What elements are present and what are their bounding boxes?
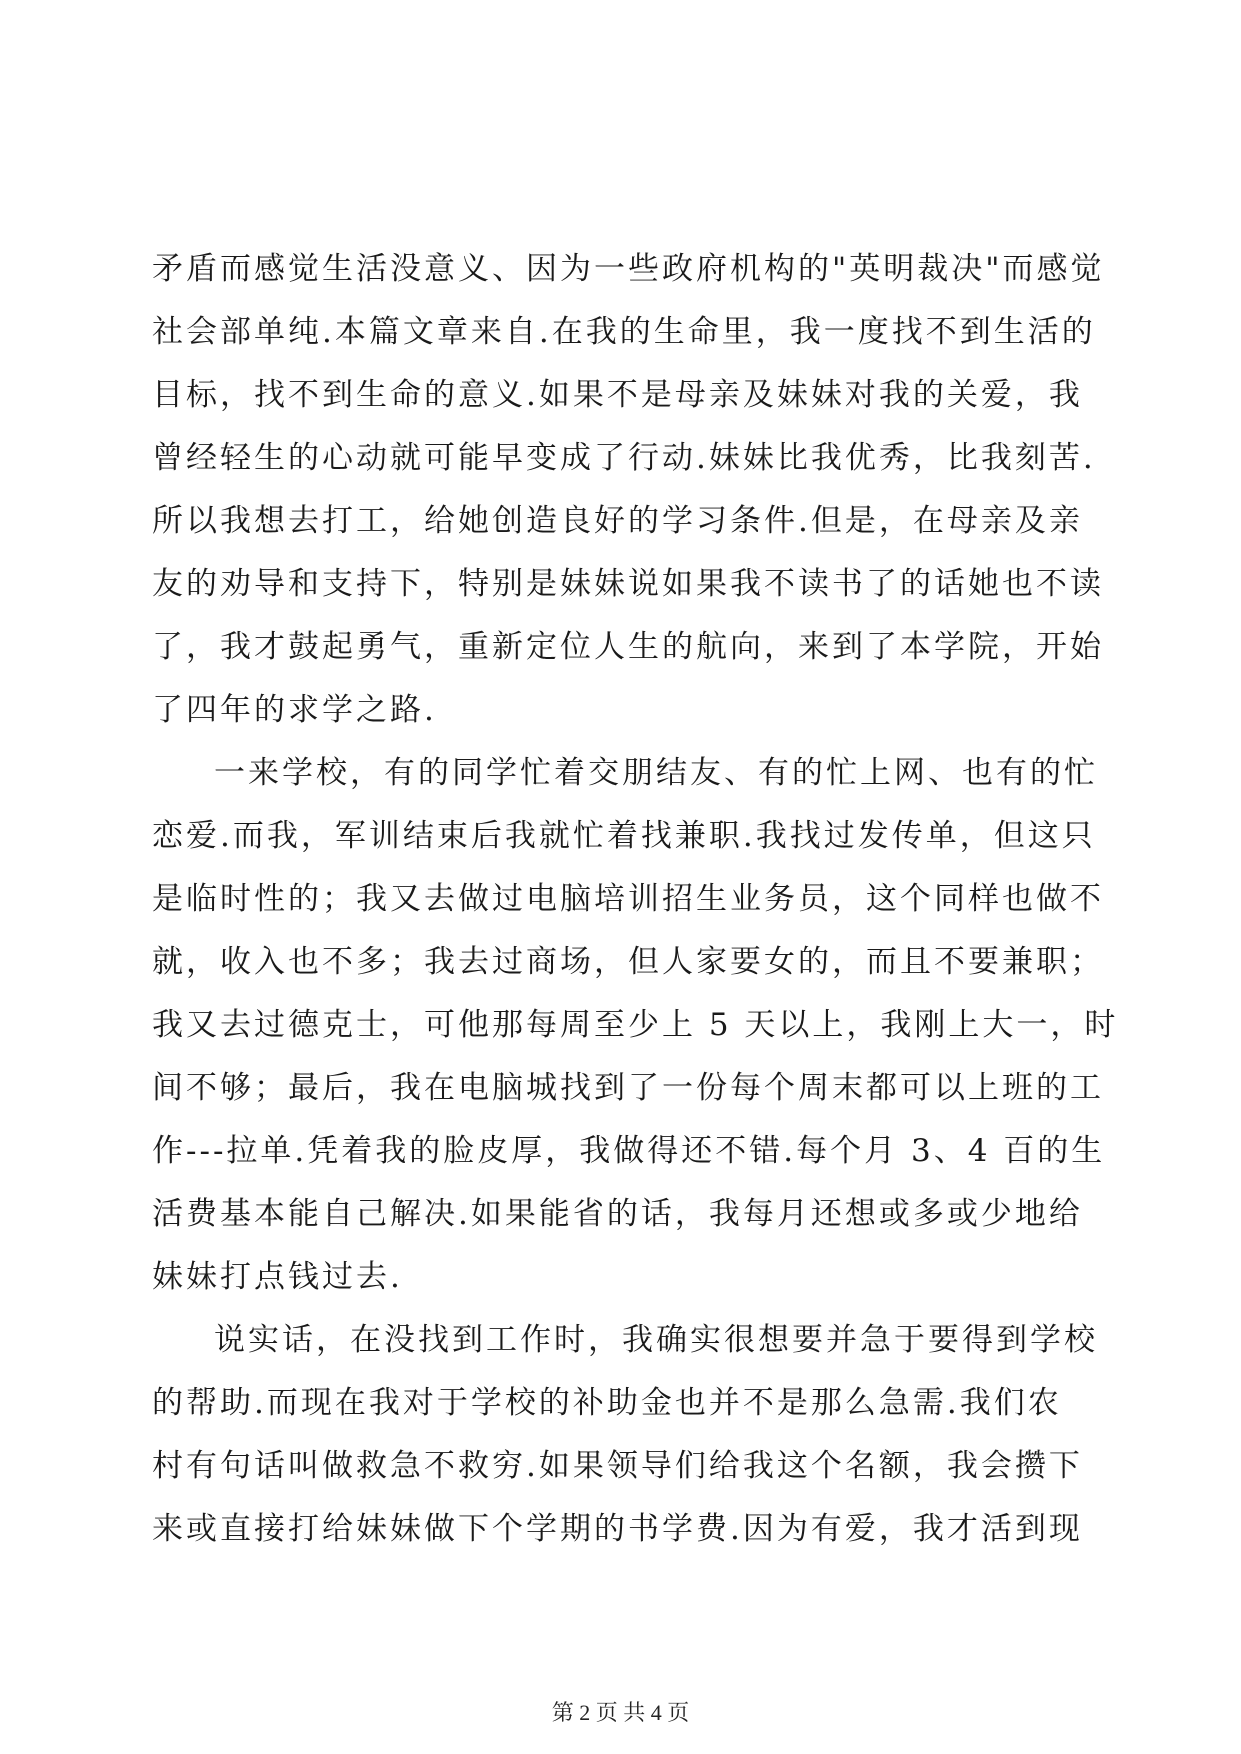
text-line: 间不够；最后，我在电脑城找到了一份每个周末都可以上班的工 <box>152 1070 1104 1106</box>
paragraph-start-line: 说实话，在没找到工作时，我确实很想要并急于要得到学校 <box>214 1322 1098 1358</box>
text-line: 的帮助.而现在我对于学校的补助金也并不是那么急需.我们农 <box>152 1385 1062 1421</box>
body-text <box>152 238 1119 1561</box>
text-line: 目标，找不到生命的意义.如果不是母亲及妹妹对我的关爱，我 <box>152 377 1083 413</box>
text-line: 矛盾而感觉生活没意义、因为一些政府机构的"英明裁决"而感觉 <box>152 251 1105 287</box>
text-line: 妹妹打点钱过去. <box>152 1259 403 1295</box>
text-line: 恋爱.而我，军训结束后我就忙着找兼职.我找过发传单，但这只 <box>152 818 1096 854</box>
text-line: 友的劝导和支持下，特别是妹妹说如果我不读书了的话她也不读 <box>152 566 1104 602</box>
text-line: 活费基本能自己解决.如果能省的话，我每月还想或多或少地给 <box>152 1196 1083 1232</box>
text-line: 社会部单纯.本篇文章来自.在我的生命里，我一度找不到生活的 <box>152 314 1096 350</box>
paragraph-start-line: 一来学校，有的同学忙着交朋结友、有的忙上网、也有的忙 <box>214 755 1098 791</box>
text-line: 来或直接打给妹妹做下个学期的书学费.因为有爱，我才活到现 <box>152 1511 1083 1547</box>
text-line: 就，收入也不多；我去过商场，但人家要女的，而且不要兼职； <box>152 944 1104 980</box>
text-line: 了四年的求学之路. <box>152 692 437 728</box>
text-line: 作---拉单.凭着我的脸皮厚，我做得还不错.每个月 3、4 百的生 <box>152 1133 1106 1169</box>
page-number-footer: 第 2 页 共 4 页 <box>551 1700 690 1725</box>
text-line: 了，我才鼓起勇气，重新定位人生的航向，来到了本学院，开始 <box>152 629 1104 665</box>
text-line: 曾经轻生的心动就可能早变成了行动.妹妹比我优秀，比我刻苦. <box>152 440 1096 476</box>
text-line: 村有句话叫做救急不救穷.如果领导们给我这个名额，我会攒下 <box>152 1448 1083 1484</box>
text-line: 所以我想去打工，给她创造良好的学习条件.但是，在母亲及亲 <box>152 503 1083 539</box>
text-line: 我又去过德克士，可他那每周至少上 5 天以上，我刚上大一，时 <box>152 1007 1119 1043</box>
text-line: 是临时性的；我又去做过电脑培训招生业务员，这个同样也做不 <box>152 881 1104 917</box>
